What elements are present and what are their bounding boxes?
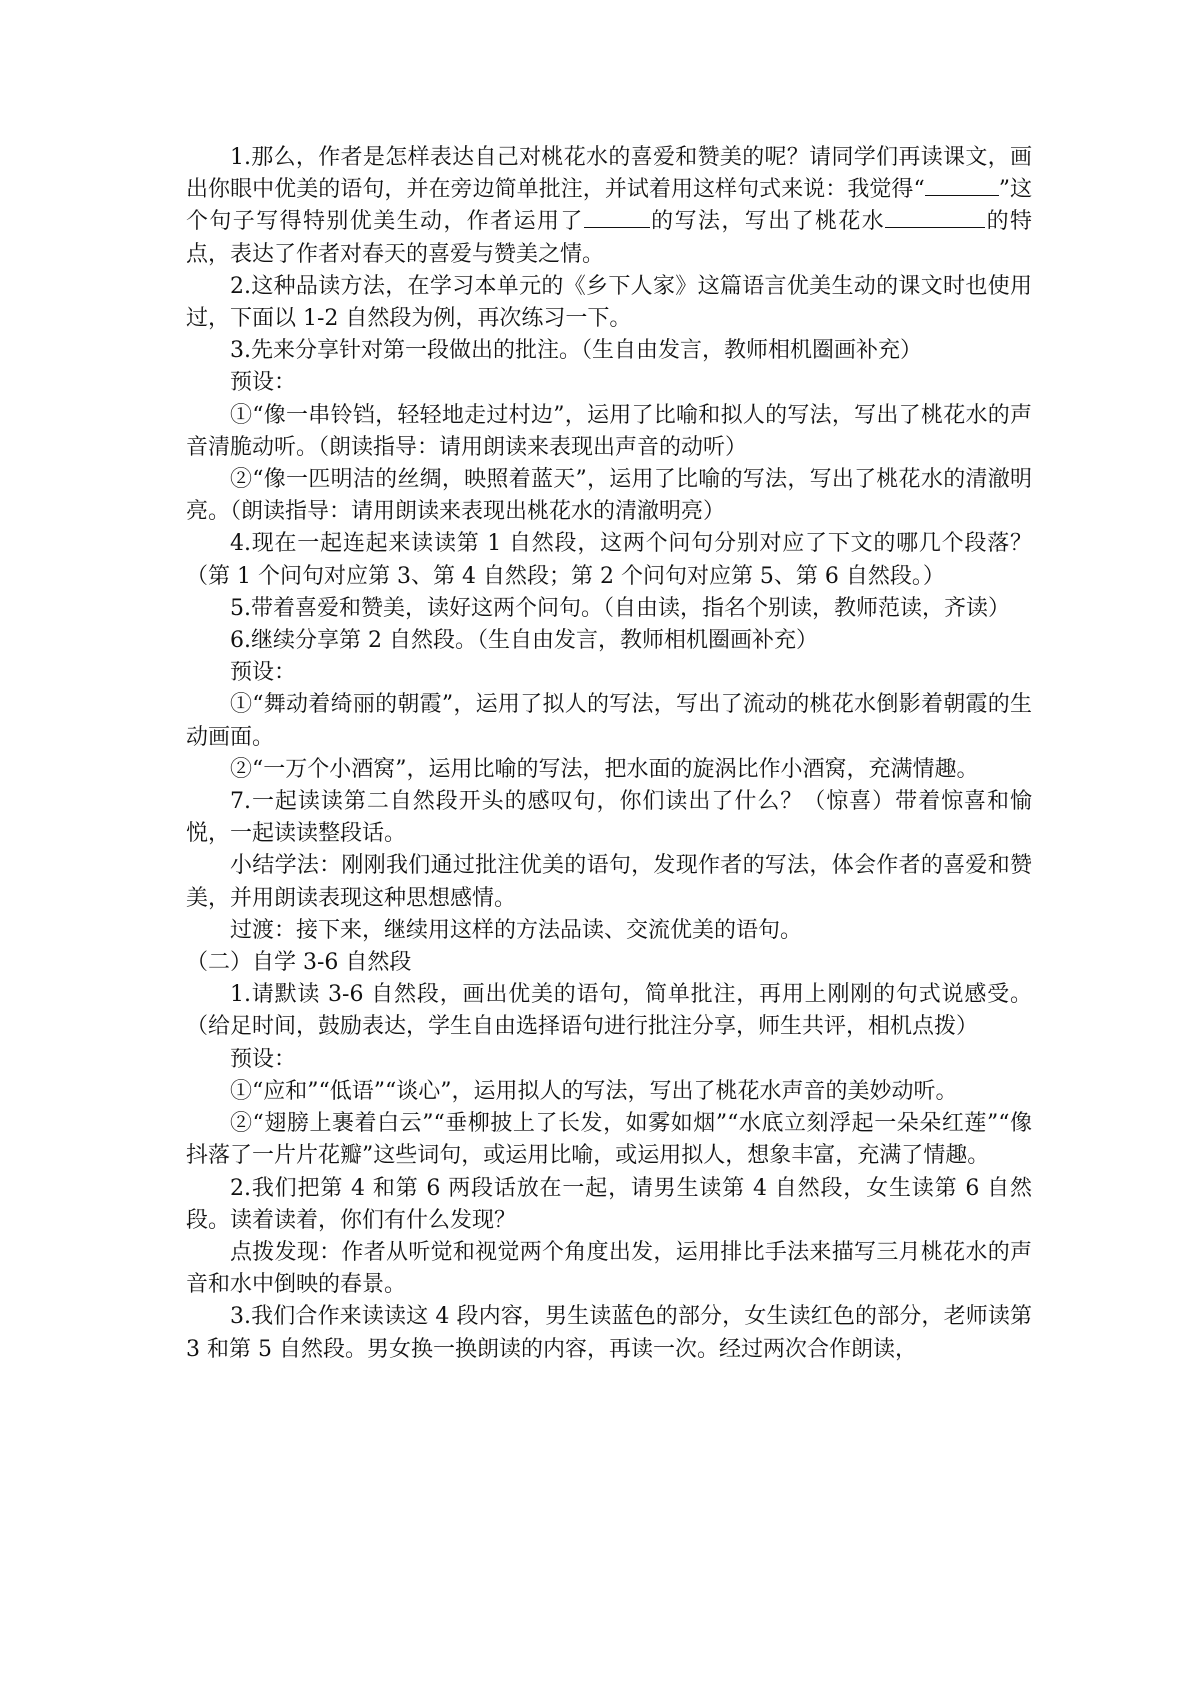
summary-paragraph: 小结学法：刚刚我们通过批注优美的语句，发现作者的写法，体会作者的喜爱和赞美，并用朗读表现这种思想感情。 — [186, 853, 1032, 911]
section-paragraph-1: 1.请默读 3-6 自然段，画出优美的语句，简单批注，再用上刚刚的句式说感受。（给足时间，鼓励表达，学生自由选择语句进行批注分享，师生共评，相机点拨） — [186, 982, 1032, 1040]
section-paragraph-3: 3.我们合作来读读这 4 段内容，男生读蓝色的部分，女生读红色的部分，老师读第 3 和第 5 自然段。男女换一换朗读的内容，再读一次。经过两次合作朗读， — [186, 1304, 1032, 1362]
preset-item-5: ①“应和”“低语”“谈心”，运用拟人的写法，写出了桃花水声音的美妙动听。 — [230, 1078, 958, 1104]
transition-paragraph: 过渡：接下来，继续用这样的方法品读、交流优美的语句。 — [230, 917, 803, 943]
paragraph-2: 2.这种品读方法，在学习本单元的《乡下人家》这篇语言优美生动的课文时也使用过，下面以 1-2 自然段为例，再次练习一下。 — [186, 273, 1032, 332]
preset-label-1: 预设： — [230, 370, 297, 396]
preset-item-1: ①“像一串铃铛，轻轻地走过村边”，运用了比喻和拟人的写法，写出了桃花水的声音清脆动听。（朗读指导：请用朗读来表现出声音的动听） — [186, 402, 1032, 460]
fill-blank-3 — [885, 207, 985, 228]
fill-blank-2 — [584, 207, 650, 228]
paragraph-4: 4.现在一起连起来读读第 1 自然段，这两个问句分别对应了下文的哪几个段落？（第 1 个问句对应第 3、第 4 自然段；第 2 个问句对应第 5、第 6 自然段。） — [186, 531, 1032, 589]
preset-item-2: ②“像一匹明洁的丝绸，映照着蓝天”，运用了比喻的写法，写出了桃花水的清澈明亮。（朗读指导：请用朗读来表现出桃花水的清澈明亮） — [186, 467, 1032, 525]
fill-blank-1 — [925, 175, 999, 196]
document-page — [186, 142, 1032, 1366]
preset-item-4: ②“一万个小酒窝”，运用比喻的写法，把水面的旋涡比作小酒窝，充满情趣。 — [230, 756, 979, 782]
paragraph-1-text-b: ”这个句子写得特别优美生动，作者运用了 — [186, 177, 1033, 235]
paragraph-1-text-a: 1.那么，作者是怎样表达自己对桃花水的喜爱和赞美的呢？请同学们再读课文，画出你眼中优美的语句，并在旁边简单批注，并试着用这样句式来说：我觉得“ — [186, 145, 1032, 203]
paragraph-3: 3.先来分享针对第一段做出的批注。（生自由发言，教师相机圈画补充） — [230, 338, 922, 364]
paragraph-1-text-c: 的写法，写出了桃花水 — [649, 209, 886, 235]
paragraph-5: 5.带着喜爱和赞美，读好这两个问句。（自由读，指名个别读，教师范读，齐读） — [230, 595, 1010, 621]
section-paragraph-2: 2.我们把第 4 和第 6 两段话放在一起，请男生读第 4 自然段，女生读第 6 自然段。读着读着，你们有什么发现？ — [186, 1175, 1032, 1233]
guidance-paragraph: 点拨发现：作者从听觉和视觉两个角度出发，运用排比手法来描写三月桃花水的声音和水中倒映的春景。 — [186, 1239, 1032, 1298]
paragraph-1-text-d: 的特点，表达了作者对春天的喜爱与赞美之情。 — [186, 209, 1032, 267]
preset-label-3: 预设： — [230, 1046, 297, 1072]
paragraph-7: 7.一起读读第二自然段开头的感叹句，你们读出了什么？（惊喜）带着惊喜和愉悦，一起读读整段话。 — [186, 789, 1032, 847]
paragraph-1 — [186, 142, 1032, 271]
preset-item-6: ②“翅膀上裹着白云”“垂柳披上了长发，如雾如烟”“水底立刻浮起一朵朵红莲”“像抖落了一片片花瓣”这些词句，或运用比喻，或运用拟人，想象丰富，充满了情趣。 — [186, 1111, 1032, 1169]
section-heading: （二）自学 3-6 自然段 — [186, 950, 412, 976]
paragraph-6: 6.继续分享第 2 自然段。（生自由发言，教师相机圈画补充） — [230, 628, 818, 654]
preset-label-2: 预设： — [230, 660, 297, 686]
preset-item-3: ①“舞动着绮丽的朝霞”，运用了拟人的写法，写出了流动的桃花水倒影着朝霞的生动画面。 — [186, 692, 1032, 750]
